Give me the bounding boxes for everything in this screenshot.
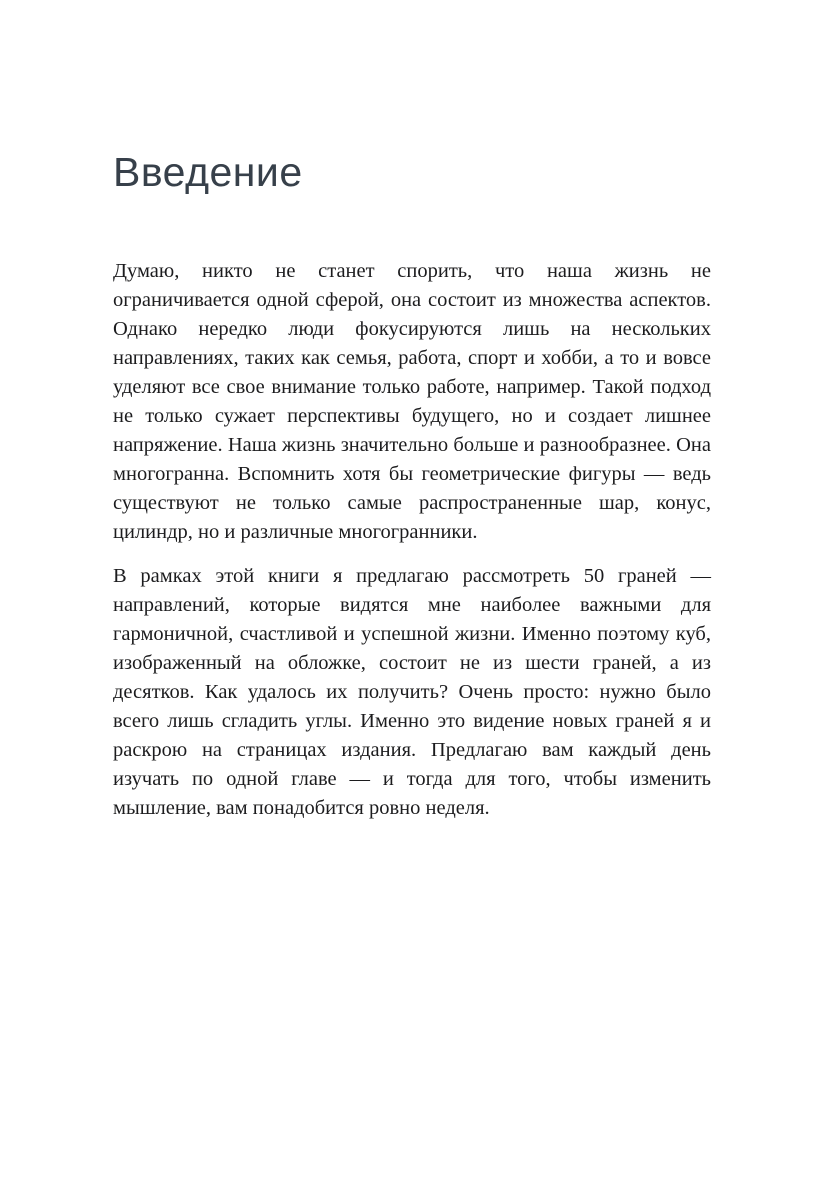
chapter-body [113, 257, 711, 823]
paragraph-1: Думаю, никто не станет спорить, что наша жизнь не ограничивается одной сферой, она состоит из множества аспектов. Однако нередко люди фокусируются лишь на нескольких направлениях, таких как семья, работа, спорт и хобби, а то и вовсе уделяют все свое внимание только работе, например. Такой подход не только сужает перспективы будущего, но и создает лишнее напряжение. Наша жизнь значительно больше и разнообразнее. Она многогранна. Вспомнить хотя бы геометрические фигуры — ведь существуют не только самые распространенные шар, конус, цилиндр, но и различные многогранники. [113, 260, 711, 544]
paragraph-2: В рамках этой книги я предлагаю рассмотреть 50 граней — направлений, которые видятся мне наиболее важными для гармоничной, счастливой и успешной жизни. Именно поэтому куб, изображенный на обложке, состоит не из шести граней, а из десятков. Как удалось их получить? Очень просто: нужно было всего лишь сгладить углы. Именно это видение новых граней я и раскрою на страницах издания. Предлагаю вам каждый день изучать по одной главе — и тогда для того, чтобы изменить мышление, вам понадобится ровно неделя. [113, 565, 711, 820]
chapter-title: Введение [113, 149, 303, 195]
